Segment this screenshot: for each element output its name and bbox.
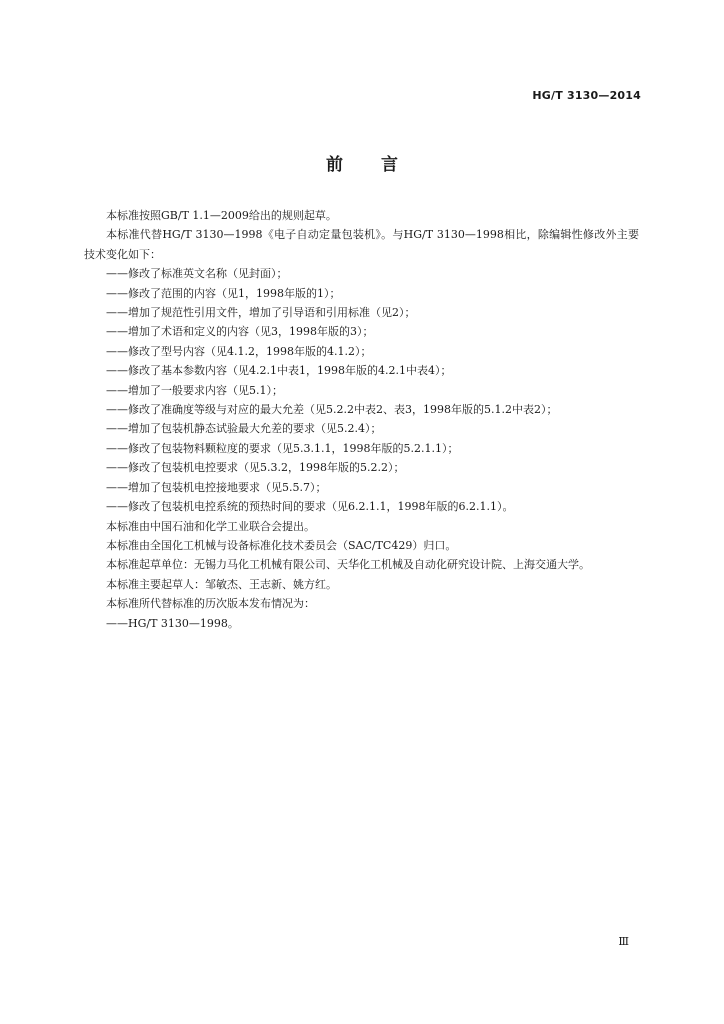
list-item: ——修改了基本参数内容（见4.2.1中表1，1998年版的4.2.1中表4）； bbox=[106, 364, 452, 378]
page-title: 前言 bbox=[326, 155, 436, 175]
page-number: Ⅲ bbox=[618, 935, 629, 948]
standard-code: HG/T 3130—2014 bbox=[532, 89, 641, 102]
paragraph-proposer: 本标准由中国石油和化学工业联合会提出。 bbox=[106, 519, 315, 533]
list-item: ——修改了标准英文名称（见封面）； bbox=[106, 267, 288, 281]
changes-list bbox=[84, 264, 639, 516]
paragraph-drafting-units: 本标准起草单位：无锡力马化工机械有限公司、天华化工机械及自动化研究设计院、上海交通大学。 bbox=[106, 558, 590, 572]
paragraph-history-intro: 本标准所代替标准的历次版本发布情况为： bbox=[106, 597, 315, 611]
paragraph-replacement: 本标准代替HG/T 3130—1998《电子自动定量包装机》。与HG/T 3130—1998相比，除编辑性修改外主要技术变化如下： bbox=[84, 228, 639, 261]
list-item: ——修改了包装物料颗粒度的要求（见5.3.1.1，1998年版的5.2.1.1）； bbox=[106, 441, 459, 455]
paragraph-drafters: 本标准主要起草人：邹敏杰、王志新、姚方红。 bbox=[106, 577, 337, 591]
list-item: ——增加了包装机电控接地要求（见5.5.7）； bbox=[106, 480, 327, 494]
history-item: ——HG/T 3130—1998。 bbox=[106, 616, 239, 630]
list-item: ——增加了包装机静态试验最大允差的要求（见5.2.4）； bbox=[106, 422, 382, 436]
list-item: ——增加了一般要求内容（见5.1）； bbox=[106, 383, 283, 397]
paragraph-drafting-rules: 本标准按照GB/T 1.1—2009给出的规则起草。 bbox=[106, 209, 337, 222]
paragraph-technical-committee: 本标准由全国化工机械与设备标准化技术委员会（SAC/TC429）归口。 bbox=[106, 538, 457, 552]
document-body bbox=[84, 206, 639, 633]
list-item: ——增加了规范性引用文件，增加了引导语和引用标准（见2）； bbox=[106, 306, 416, 320]
list-item: ——修改了包装机电控要求（见5.3.2，1998年版的5.2.2）； bbox=[106, 461, 405, 475]
list-item: ——修改了型号内容（见4.1.2，1998年版的4.1.2）； bbox=[106, 344, 372, 358]
list-item: ——修改了范围的内容（见1，1998年版的1）； bbox=[106, 286, 341, 300]
list-item: ——增加了术语和定义的内容（见3，1998年版的3）； bbox=[106, 325, 374, 339]
list-item: ——修改了包装机电控系统的预热时间的要求（见6.2.1.1，1998年版的6.2.1.1）。 bbox=[106, 500, 514, 514]
list-item: ——修改了准确度等级与对应的最大允差（见5.2.2中表2、表3，1998年版的5.1.2中表2）； bbox=[106, 403, 558, 417]
